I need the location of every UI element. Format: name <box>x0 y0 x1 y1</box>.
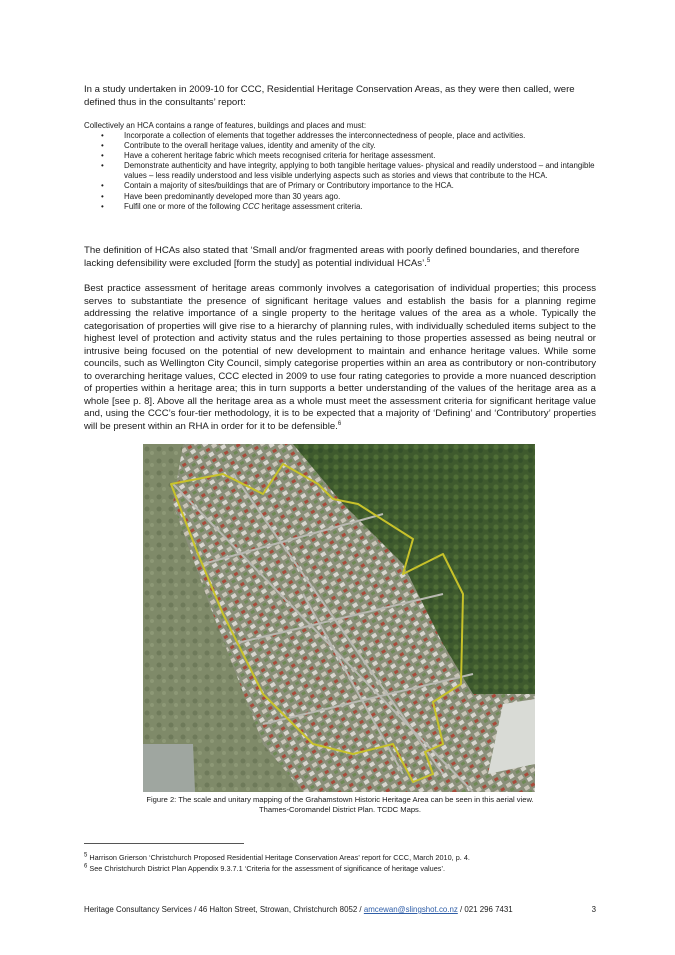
criteria-item: • Contribute to the overall heritage values, identity and amenity of the city. <box>84 141 596 151</box>
definition-paragraph: The definition of HCAs also stated that ‘Small and/or fragmented areas with poorly defined boundaries, and therefore lacking defensibility were excluded [form the study] as potential individual HCAs’.$^5$ <box>84 245 580 269</box>
page-footer: Heritage Consultancy Services / 46 Halton Street, Strowan, Christchurch 8052 / amcewan@slingshot.co.nz / 021 296 7431 3 <box>84 905 596 914</box>
criteria-lead: Collectively an HCA contains a range of features, buildings and places and must: <box>84 121 367 130</box>
criteria-item: • Incorporate a collection of elements that together addresses the interconnectedness of people, place and activities. <box>84 131 596 141</box>
criteria-item: • Fulfil one or more of the following CCC heritage assessment criteria. <box>84 202 596 212</box>
footnote: $^5$ Harrison Grierson ‘Christchurch Proposed Residential Heritage Conservation Areas’ report for CCC, March 2010, p. 4. <box>84 852 470 862</box>
intro-paragraph: In a study undertaken in 2009-10 for CCC, Residential Heritage Conservation Areas, as they were then called, were defined thus in the consultants’ report: <box>84 84 575 108</box>
footnote-divider <box>84 843 244 844</box>
footnote-ref-6[interactable]: 6 <box>337 420 342 427</box>
footnote: $^6$ See Christchurch District Plan Appendix 9.3.7.1 ‘Criteria for the assessment of significance of heritage values’. <box>84 863 446 873</box>
assessment-paragraph: Best practice assessment of heritage areas commonly involves a categorisation of individual properties; this process serves to substantiate the presence of significant heritage values and establish the basis for a planning regime addressing the relative importance of a single property to the heritage values of the area as a whole. Typically the categorisation of properties will give rise to a hierarchy of planning rules, with individually scheduled items subject to the highest level of protection and activity status and the rules pertaining to those properties assessed as being neutral or intrusive being focused on the potential of new development to maintain and enhance heritage values. While some councils, such as Wellington City Council, simply categorise properties within an area as contributory or non-contributory to overarching heritage values, CCC elected in 2009 to use four rating categories to provide a more nuanced description of properties within a heritage area; this in turn supports a better understanding of the values of the heritage area as a whole [see p. 8]. Above all the heritage area as a whole must meet the assessment criteria for significant heritage value and, using the CCC’s four-tier methodology, it is to be expected that a majority of ‘Defining’ and ‘Contributory’ properties will be present within an RHA in order for it to be defensible.$^6$ <box>84 283 596 432</box>
criteria-list <box>84 131 596 212</box>
criteria-item: • Contain a majority of sites/buildings that are of Primary or Contributory importance to the HCA. <box>84 181 596 191</box>
criteria-item: • Have been predominantly developed more than 30 years ago. <box>84 192 596 202</box>
criteria-item: • Have a coherent heritage fabric which meets recognised criteria for heritage assessment. <box>84 151 596 161</box>
page-number: 3 <box>591 905 596 914</box>
criteria-item: • Demonstrate authenticity and have integrity, applying to both tangible heritage values- physical and readily understood – and intangible values – less readily understood and less visible underlying aspects such as stories and views that contribute to the HCA. <box>84 161 596 181</box>
aerial-map-image <box>143 444 535 792</box>
figure-caption: Figure 2: The scale and unitary mapping of the Grahamstown Historic Heritage Area can be seen in this aerial view. Thames-Coromandel District Plan. TCDC Maps. <box>146 795 534 814</box>
footnote-ref-5[interactable]: 5 <box>426 257 431 264</box>
email-link[interactable]: amcewan@slingshot.co.nz <box>363 905 458 914</box>
ccc-emphasis: CCC <box>242 201 260 211</box>
